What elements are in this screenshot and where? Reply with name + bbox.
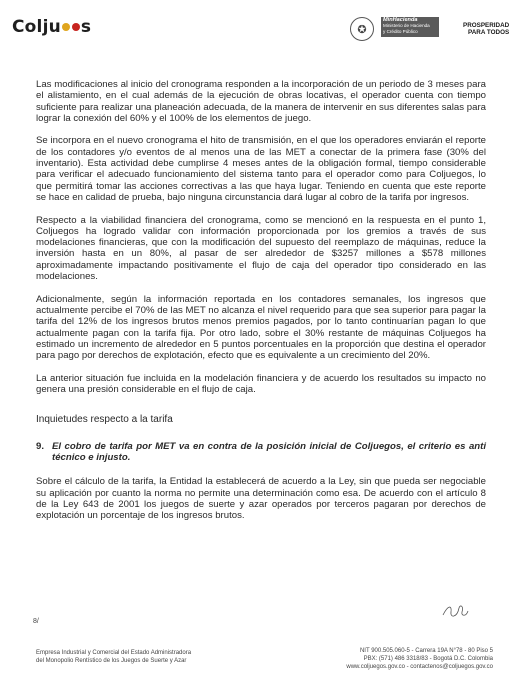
footer-right	[297, 647, 493, 671]
footer-right-line2: PBX: (571) 486 3318/83 - Bogotá D.C. Colombia	[363, 656, 493, 662]
footer-left	[36, 650, 191, 665]
paragraph: Adicionalmente, según la información reportada en los contadores semanales, los ingresos que actualmente percibe el 70% de las MET no alcanza el nivel requerido para que sea superior para pagar la tarifa del 12% de los ingresos brutos menos premios pagados, por lo tanto continuarían pagan lo que actualmente pagan con la tarifa fija. Por otro lado, sobre el 30% restante de máquinas Coljuegos ha estimado un incremento de alrededor en 5 puntos porcentuales en la proporción que destina el operador para pago por derechos de explotación, efecto que es equivalente a un crecimiento del 20%.	[36, 293, 486, 362]
footer-right-line3: www.coljuegos.gov.co - contactenos@coljuegos.gov.co	[346, 664, 493, 670]
logo-text-start: Colju	[12, 17, 61, 37]
logo-dot-icon	[72, 23, 80, 31]
logo-dot-icon	[62, 23, 70, 31]
logo-text-end: s	[80, 17, 92, 37]
minhacienda-logo	[381, 17, 439, 37]
coljuegos-logo	[12, 17, 91, 37]
signature-icon	[440, 603, 470, 621]
paragraph: Se incorpora en el nuevo cronograma el hito de transmisión, en el que los operadores enviarán el reporte de los contadores y/o eventos de al menos una de las MET a conectar de la primera fase (30% del inventario). Esta actividad debe cumplirse 4 meses antes de la obligación formal, tiempo considerable para verificar el adecuado funcionamiento del sistema tanto para el operador como para Coljuegos, lo que permitirá tomar las acciones correctivas a las que haya lugar. Teniendo en cuenta que este reporte se hace en calidad de prueba, bajo ninguna circunstancia dará lugar al cobro de la tarifa por ingresos.	[36, 135, 486, 203]
paragraph: Respecto a la viabilidad financiera del cronograma, como se mencionó en la respuesta en el punto 1, Coljuegos ha logrado validar con información proporcionada por los gremios a través de sus modelaciones financieras, que con la modificación del supuesto del reemplazo de máquinas, reduce la inversión hasta en un 80%, al pasar de ser alrededor de $3257 millones a $578 millones aproximadamente impactando positivamente el flujo de caja del operador tipo considerado en las modelaciones.	[36, 214, 486, 283]
prosperidad-logo	[463, 22, 509, 36]
colombia-seal-icon: ✪	[350, 17, 374, 41]
paragraph: La anterior situación fue incluida en la modelación financiera y de acuerdo los resultados su impacto no genera una presión considerable en el flujo de caja.	[36, 372, 486, 396]
slogan-line1: PROSPERIDAD	[463, 22, 510, 29]
section-heading: Inquietudes respecto a la tarifa	[36, 414, 173, 426]
slogan-line2: PARA TODOS	[468, 29, 510, 37]
ministry-sub1: Ministerio de Hacienda	[383, 23, 430, 29]
document-body	[36, 79, 486, 533]
footer-right-line1: NIT 900.505.060-5 - Carrera 19A N°78 - 80 Piso 5	[359, 648, 493, 654]
ministry-name: MinHacienda	[383, 17, 418, 23]
page-mark: 8/	[33, 618, 39, 625]
ministry-sub2: y Crédito Público	[383, 28, 418, 34]
paragraph: Sobre el cálculo de la tarifa, la Entidad la establecerá de acuerdo a la Ley, sin que pueda ser negociable su aplicación por cuanto la norma no permite una determinación como esa. De acuerdo con el artículo 8 de la Ley 643 de 2001 los juegos de suerte y azar operados por terceros pagaran por derechos de explotación un porcentaje de los ingresos brutos.	[36, 476, 486, 522]
question-text: El cobro de tarifa por MET va en contra de la posición inicial de Coljuegos, el criterio es anti técnico e injusto.	[52, 440, 486, 463]
footer-left-line1: Empresa Industrial y Comercial del Estado Administradora	[36, 650, 192, 656]
page-header	[0, 0, 517, 44]
paragraph: Las modificaciones al inicio del cronograma responden a la incorporación de un periodo de 3 meses para el alistamiento, en el cual además de la ejecución de obras locativas, el operador cuenta con tiempo suficiente para realizar una planeación adecuada, de la manera de intervenir en sus diferentes salas para lograr la conexión del 60% y el 100% de los elementos de juego.	[36, 79, 486, 124]
question-9	[36, 441, 486, 464]
footer-left-line2: del Monopolio Rentístico de los Juegos de Suerte y Azar	[36, 657, 187, 664]
question-number: 9.	[36, 440, 45, 452]
